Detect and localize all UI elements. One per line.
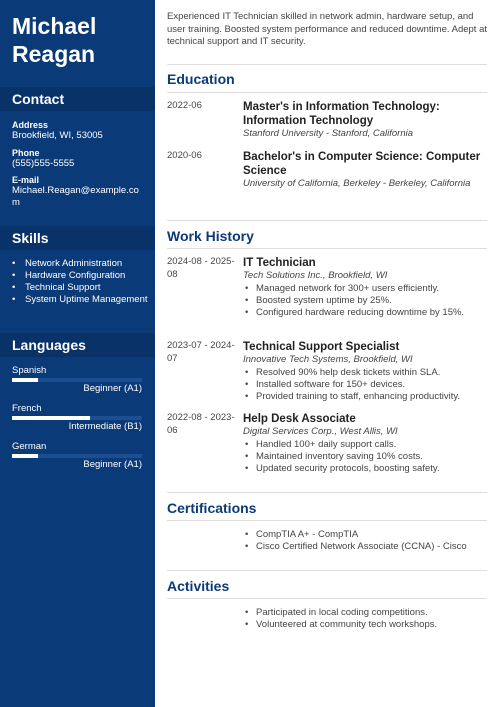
work-bullets	[243, 283, 489, 319]
work-bullet: • Provided training to staff, enhancing productivity.	[243, 391, 489, 403]
email-label: E-mail	[12, 175, 40, 185]
work-bullets	[243, 367, 489, 403]
work-bullet: • Installed software for 150+ devices.	[243, 379, 489, 391]
job-title: Technical Support Specialist	[243, 341, 400, 353]
work-bullet: • Maintained inventory saving 10% costs.	[243, 451, 489, 463]
divider	[167, 598, 487, 599]
language-name: Spanish	[12, 365, 47, 376]
entry-date: 2023-07 - 2024-07	[167, 340, 235, 364]
degree: Master's in Information Technology: Information Technology	[243, 101, 440, 127]
job-title: IT Technician	[243, 257, 316, 269]
skill-item: • Hardware Configuration	[12, 270, 148, 282]
work-bullet: • Resolved 90% help desk tickets within SLA.	[243, 367, 489, 379]
summary: Experienced IT Technician skilled in network admin, hardware setup, and user training. Boosted system performance and reduced downtime. Adept at technical support and IT security.	[167, 11, 488, 47]
main-content	[167, 0, 487, 707]
candidate-name	[12, 12, 96, 68]
work-bullet: • Managed network for 300+ users efficiently.	[243, 283, 489, 295]
activity-item: • Participated in local coding competitions.	[243, 607, 487, 619]
work-bullet: • Handled 100+ daily support calls.	[243, 439, 489, 451]
divider	[167, 64, 487, 65]
contact-heading: Contact	[12, 91, 65, 107]
skill-item: • Network Administration	[12, 258, 148, 270]
company: Innovative Tech Systems, Brookfield, WI	[243, 354, 413, 365]
certifications-heading: Certifications	[167, 500, 257, 516]
phone-label: Phone	[12, 148, 40, 158]
language-bar	[12, 416, 142, 420]
education-heading: Education	[167, 71, 235, 87]
address-value: Brookfield, WI, 53005	[12, 130, 103, 141]
work-bullet: • Boosted system uptime by 25%.	[243, 295, 489, 307]
divider	[167, 92, 487, 93]
divider	[167, 248, 487, 249]
language-bar	[12, 454, 142, 458]
sidebar	[0, 0, 155, 707]
language-name: German	[12, 441, 47, 452]
language-level: Intermediate (B1)	[68, 421, 142, 432]
school: Stanford University - Stanford, California	[243, 128, 414, 139]
certification-item: • CompTIA A+ - CompTIA	[243, 529, 487, 541]
work-heading: Work History	[167, 228, 254, 244]
certification-item: • Cisco Certified Network Associate (CCNA) - Cisco	[243, 541, 487, 553]
company: Tech Solutions Inc., Brookfield, WI	[243, 270, 388, 281]
address-label: Address	[12, 120, 49, 130]
language-bar	[12, 378, 142, 382]
skills-heading: Skills	[12, 230, 49, 246]
degree: Bachelor's in Computer Science: Computer Science	[243, 151, 481, 177]
language-name: French	[12, 403, 42, 414]
language-level: Beginner (A1)	[83, 459, 142, 470]
skill-item: • Technical Support	[12, 282, 148, 294]
entry-date: 2020-06	[167, 150, 202, 161]
divider	[167, 520, 487, 521]
divider	[167, 492, 487, 493]
language-bar-fill	[12, 416, 90, 420]
activities-list	[243, 607, 487, 631]
certifications-list	[243, 529, 487, 553]
activity-item: • Volunteered at community tech workshops.	[243, 619, 487, 631]
divider	[167, 220, 487, 221]
language-spanish	[12, 365, 142, 395]
entry-date: 2022-08 - 2023-06	[167, 412, 235, 436]
entry-date: 2024-08 - 2025-08	[167, 256, 235, 280]
phone-value: (555)555-5555	[12, 158, 75, 169]
language-german	[12, 441, 142, 471]
language-level: Beginner (A1)	[83, 383, 142, 394]
activities-heading: Activities	[167, 578, 230, 594]
email-value[interactable]: Michael.Reagan@example.com	[12, 185, 139, 208]
school: University of California, Berkeley - Berkeley, California	[243, 178, 471, 189]
language-bar-fill	[12, 378, 38, 382]
entry-date: 2022-06	[167, 100, 202, 111]
work-bullets	[243, 439, 489, 475]
language-french	[12, 403, 142, 433]
work-bullet: • Updated security protocols, boosting safety.	[243, 463, 489, 475]
skill-item: • System Uptime Management	[12, 294, 148, 306]
company: Digital Services Corp., West Allis, WI	[243, 426, 398, 437]
job-title: Help Desk Associate	[243, 413, 356, 425]
first-name: Michael	[12, 13, 97, 39]
languages-heading: Languages	[12, 337, 86, 353]
divider	[167, 570, 487, 571]
skills-list	[12, 258, 148, 306]
work-bullet: • Configured hardware reducing downtime by 15%.	[243, 307, 489, 319]
language-bar-fill	[12, 454, 38, 458]
last-name: Reagan	[12, 41, 96, 67]
